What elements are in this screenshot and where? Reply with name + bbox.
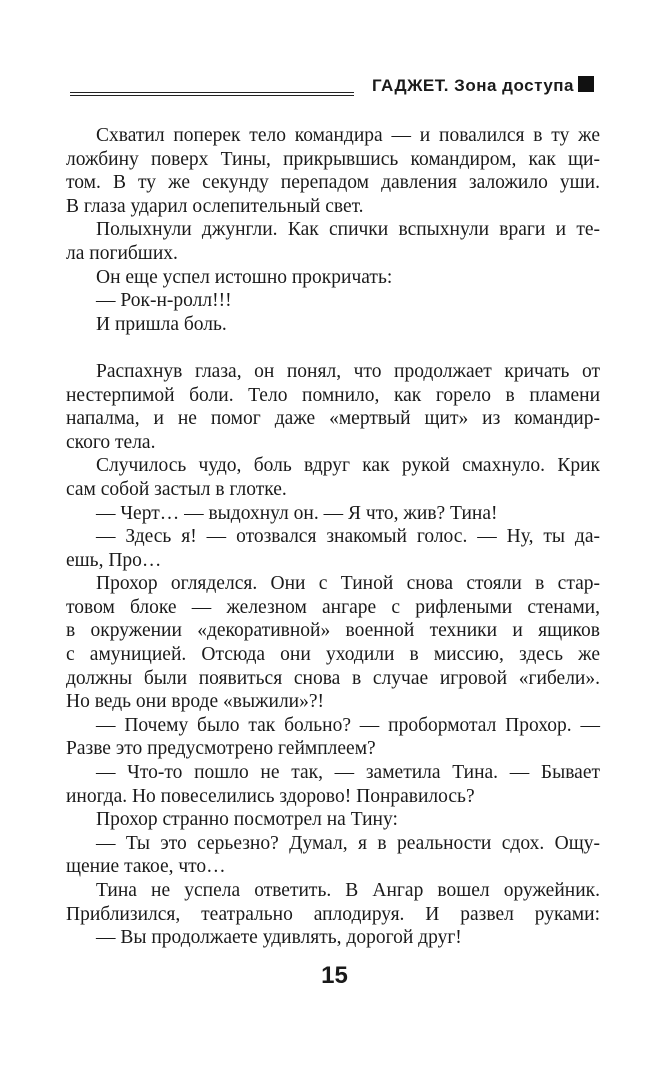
text-line: напалма, и не помог даже «мертвый щит» из командир- — [66, 408, 600, 430]
body-text — [66, 124, 600, 950]
text-line: в окружении «декоративной» военной техники и ящиков — [66, 620, 600, 642]
text-line: Но ведь они вроде «выжили»?! — [66, 691, 325, 713]
text-line: сам собой застыл в глотке. — [66, 478, 287, 500]
text-line: — Черт… — выдохнул он. — Я что, жив? Тина! — [96, 502, 498, 524]
text-line: Он еще успел истошно прокричать: — [96, 266, 393, 288]
header-rule — [70, 92, 354, 93]
text-line: — Ты это серьезно? Думал, я в реальности сдох. Ощу- — [96, 832, 600, 854]
text-line: — Здесь я! — отозвался знакомый голос. — Ну, ты да- — [96, 526, 600, 548]
page-number: 15 — [321, 962, 348, 989]
text-line: Распахнув глаза, он понял, что продолжает кричать от — [96, 360, 600, 382]
header-square-mark — [578, 76, 594, 92]
text-line: Приблизился, театрально аплодируя. И развел руками: — [66, 903, 600, 925]
text-line: нестерпимой боли. Тело помнило, как горело в пламени — [66, 384, 600, 406]
text-line: И пришла боль. — [96, 313, 227, 335]
text-line: том. В ту же секунду перепадом давления заложило уши. — [66, 172, 600, 194]
text-line: должны были появиться снова в случае игровой «гибели». — [66, 667, 600, 689]
text-line: Разве это предусмотрено геймплеем? — [66, 738, 376, 760]
text-line: ского тела. — [66, 431, 156, 453]
text-line: ла погибших. — [66, 242, 178, 264]
text-line: товом блоке — железном ангаре с рифлеными стенами, — [66, 596, 600, 618]
section-break — [66, 336, 600, 360]
text-line: Полыхнули джунгли. Как спички вспыхнули враги и те- — [96, 219, 600, 241]
running-header — [70, 66, 594, 106]
text-line: — Что-то пошло не так, — заметила Тина. — Бывает — [96, 762, 600, 784]
text-line: — Вы продолжаете удивлять, дорогой друг! — [96, 927, 462, 949]
text-line: Прохор странно посмотрел на Тину: — [96, 809, 398, 831]
book-title: ГАДЖЕТ. Зона доступа — [371, 76, 574, 95]
text-line: — Почему было так больно? — пробормотал Прохор. — — [96, 714, 600, 736]
text-line: с амуницией. Отсюда они уходили в миссию, здесь же — [66, 644, 600, 666]
text-line: Тина не успела ответить. В Ангар вошел оружейник. — [96, 880, 600, 901]
text-line: щение такое, что… — [66, 856, 226, 878]
text-line: В глаза ударил ослепительный свет. — [66, 195, 364, 217]
header-rule — [70, 95, 354, 96]
text-line: Прохор огляделся. Они с Тиной снова стояли в стар- — [96, 573, 600, 595]
text-line: ешь, Про… — [66, 549, 162, 571]
text-line: иногда. Но повеселились здорово! Понравилось? — [66, 785, 475, 807]
text-line: Схватил поперек тело командира — и повалился в ту же — [96, 125, 600, 146]
text-line: — Рок-н-ролл!!! — [96, 290, 232, 312]
text-line: Случилось чудо, боль вдруг как рукой смахнуло. Крик — [96, 455, 600, 477]
text-line: ложбину поверх Тины, прикрывшись командиром, как щи- — [66, 148, 600, 170]
